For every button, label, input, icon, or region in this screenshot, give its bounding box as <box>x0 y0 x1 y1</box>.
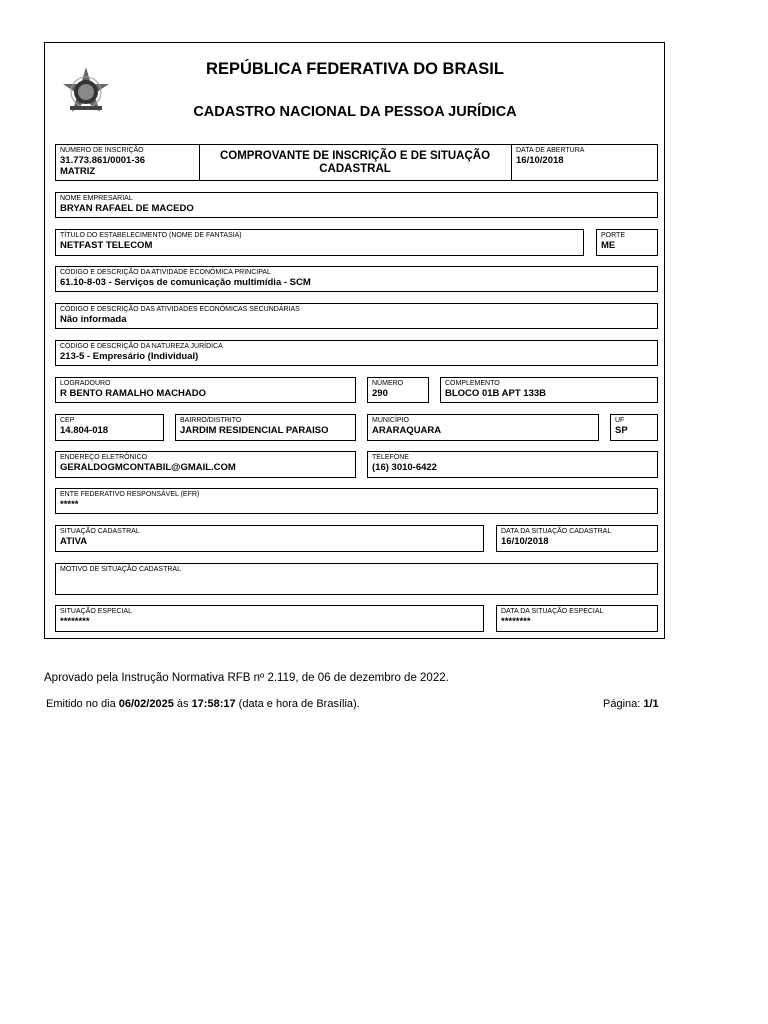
email-value: GERALDOGMCONTABIL@GMAIL.COM <box>60 462 236 473</box>
inscricao-type: MATRIZ <box>60 166 96 177</box>
atividades-secundarias-box <box>55 303 658 329</box>
situacao-especial-label: SITUAÇÃO ESPECIAL <box>60 608 132 615</box>
atividades-secundarias-value: Não informada <box>60 314 127 325</box>
issued-prefix: Emitido no dia <box>46 698 119 710</box>
page-label: Página: <box>603 698 644 710</box>
logradouro-label: LOGRADOURO <box>60 380 111 387</box>
porte-value: ME <box>601 240 616 251</box>
situacao-especial-box <box>55 605 484 632</box>
logradouro-value: R BENTO RAMALHO MACHADO <box>60 388 207 399</box>
inscricao-box <box>55 144 200 181</box>
nome-empresarial-label: NOME EMPRESARIAL <box>60 195 133 202</box>
natureza-juridica-label: CÓDIGO E DESCRIÇÃO DA NATUREZA JURÍDICA <box>60 343 223 350</box>
efr-label: ENTE FEDERATIVO RESPONSÁVEL (EFR) <box>60 491 200 498</box>
uf-label: UF <box>615 417 625 424</box>
municipio-label: MUNICÍPIO <box>372 417 409 424</box>
nome-empresarial-value: BRYAN RAFAEL DE MACEDO <box>60 203 194 214</box>
situacao-value: ATIVA <box>60 536 88 547</box>
issued-text <box>46 698 360 710</box>
numero-value: 290 <box>372 388 388 399</box>
abertura-value: 16/10/2018 <box>516 155 564 166</box>
cep-value: 14.804-018 <box>60 425 109 436</box>
complemento-label: COMPLEMENTO <box>445 380 500 387</box>
data-situacao-value: 16/10/2018 <box>501 536 549 547</box>
porte-box <box>596 229 658 256</box>
telefone-box <box>367 451 658 478</box>
situacao-label: SITUAÇÃO CADASTRAL <box>60 528 140 535</box>
brazil-coat-of-arms-icon <box>60 66 112 118</box>
natureza-juridica-box <box>55 340 658 366</box>
data-situacao-especial-box <box>496 605 658 632</box>
data-situacao-especial-label: DATA DA SITUAÇÃO ESPECIAL <box>501 608 604 615</box>
atividade-principal-value: 61.10-8-03 - Serviços de comunicação multimídia - SCM <box>60 277 311 288</box>
motivo-box <box>55 563 658 595</box>
comprovante-title <box>199 144 511 181</box>
titulo-value: NETFAST TELECOM <box>60 240 153 251</box>
nome-empresarial-box <box>55 192 658 218</box>
situacao-box <box>55 525 484 552</box>
situacao-especial-value: ******** <box>60 616 90 627</box>
abertura-box <box>511 144 658 181</box>
atividade-principal-box <box>55 266 658 292</box>
telefone-label: TELEFONE <box>372 454 409 461</box>
comprovante-line2: CADASTRAL <box>319 162 391 175</box>
comprovante-line1: COMPROVANTE DE INSCRIÇÃO E DE SITUAÇÃO <box>219 149 491 162</box>
cep-box <box>55 414 164 441</box>
email-box <box>55 451 356 478</box>
natureza-juridica-value: 213-5 - Empresário (Individual) <box>60 351 199 362</box>
numero-label: NÚMERO <box>372 380 404 387</box>
complemento-value: BLOCO 01B APT 133B <box>445 388 547 399</box>
municipio-value: ARARAQUARA <box>372 425 442 436</box>
atividade-principal-label: CÓDIGO E DESCRIÇÃO DA ATIVIDADE ECONÔMICA PRINCIPAL <box>60 269 271 276</box>
motivo-label: MOTIVO DE SITUAÇÃO CADASTRAL <box>60 566 181 573</box>
bairro-value: JARDIM RESIDENCIAL PARAISO <box>180 425 329 436</box>
efr-box <box>55 488 658 514</box>
titulo-box <box>55 229 584 256</box>
data-situacao-especial-value: ******** <box>501 616 531 627</box>
abertura-label: DATA DE ABERTURA <box>516 147 585 154</box>
porte-label: PORTE <box>601 232 625 239</box>
issued-time: 17:58:17 <box>191 698 236 710</box>
uf-value: SP <box>615 425 628 436</box>
inscricao-label: NÚMERO DE INSCRIÇÃO <box>60 147 144 154</box>
issued-date: 06/02/2025 <box>118 698 174 710</box>
atividades-secundarias-label: CÓDIGO E DESCRIÇÃO DAS ATIVIDADES ECONÔMICAS SECUNDÁRIAS <box>60 306 300 313</box>
telefone-value: (16) 3010-6422 <box>372 462 437 473</box>
bairro-box <box>175 414 356 441</box>
complemento-box <box>440 377 658 403</box>
data-situacao-box <box>496 525 658 552</box>
registry-title: CADASTRO NACIONAL DA PESSOA JURÍDICA <box>193 104 517 120</box>
uf-box <box>610 414 658 441</box>
logradouro-box <box>55 377 356 403</box>
numero-box <box>367 377 429 403</box>
data-situacao-label: DATA DA SITUAÇÃO CADASTRAL <box>501 528 612 535</box>
cep-label: CEP <box>60 417 75 424</box>
approval-text: Aprovado pela Instrução Normativa RFB nº 2.119, de 06 de dezembro de 2022. <box>44 672 449 684</box>
page-indicator <box>603 698 659 710</box>
efr-value: ***** <box>60 499 79 510</box>
page-value: 1/1 <box>643 698 659 710</box>
inscricao-number: 31.773.861/0001-36 <box>60 155 146 166</box>
issued-suffix: (data e hora de Brasília). <box>235 698 360 710</box>
titulo-label: TÍTULO DO ESTABELECIMENTO (NOME DE FANTASIA) <box>60 232 242 239</box>
municipio-box <box>367 414 599 441</box>
issued-mid: às <box>173 698 192 710</box>
bairro-label: BAIRRO/DISTRITO <box>180 417 242 424</box>
republic-title: REPÚBLICA FEDERATIVA DO BRASIL <box>206 60 504 78</box>
email-label: ENDEREÇO ELETRÔNICO <box>60 454 148 461</box>
